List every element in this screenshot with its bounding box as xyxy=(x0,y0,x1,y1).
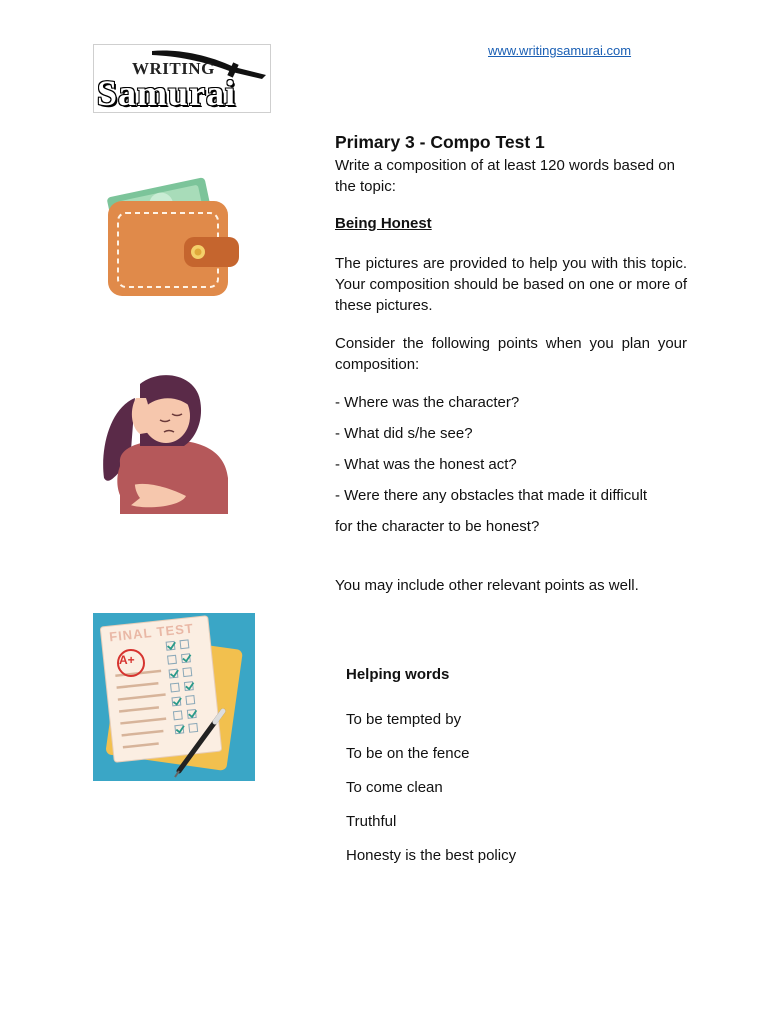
closing-text: You may include other relevant points as well. xyxy=(335,577,639,594)
website-link[interactable]: www.writingsamurai.com xyxy=(488,43,632,58)
logo-samurai-text: Samurai xyxy=(97,73,237,113)
intro-text: Write a composition of at least 120 words based on the topic: xyxy=(335,157,675,195)
test-grade: A+ xyxy=(119,653,135,667)
wallet-picture xyxy=(100,165,245,300)
point-item: - What was the honest act? xyxy=(335,456,517,473)
test-sheet-picture xyxy=(93,613,255,781)
helping-word: Truthful xyxy=(346,813,397,830)
test-sheet-heading: FINAL TEST xyxy=(108,620,195,645)
pictures-note: The pictures are provided to help you with this topic. Your composition should be based on one or more of these pictures. xyxy=(335,255,687,314)
wallet-icon xyxy=(100,165,245,300)
writing-samurai-logo xyxy=(93,44,271,113)
helping-word: To be on the fence xyxy=(346,745,470,762)
helping-words-heading: Helping words xyxy=(346,666,450,683)
point-item: - Were there any obstacles that made it difficult xyxy=(335,487,648,504)
logo-writing-text: WRITING xyxy=(132,59,215,78)
point-item: - Where was the character? xyxy=(335,394,520,411)
helping-word: Honesty is the best policy xyxy=(346,847,517,864)
consider-text: Consider the following points when you plan your composition: xyxy=(335,335,687,373)
upset-person-icon xyxy=(100,368,235,520)
point-item: - What did s/he see? xyxy=(335,425,473,442)
helping-word: To be tempted by xyxy=(346,711,462,728)
helping-word: To come clean xyxy=(346,779,443,796)
upset-person-picture xyxy=(100,368,235,520)
topic-heading: Being Honest xyxy=(335,215,432,232)
point-item: for the character to be honest? xyxy=(335,518,540,535)
page-title: Primary 3 - Compo Test 1 xyxy=(335,132,545,152)
